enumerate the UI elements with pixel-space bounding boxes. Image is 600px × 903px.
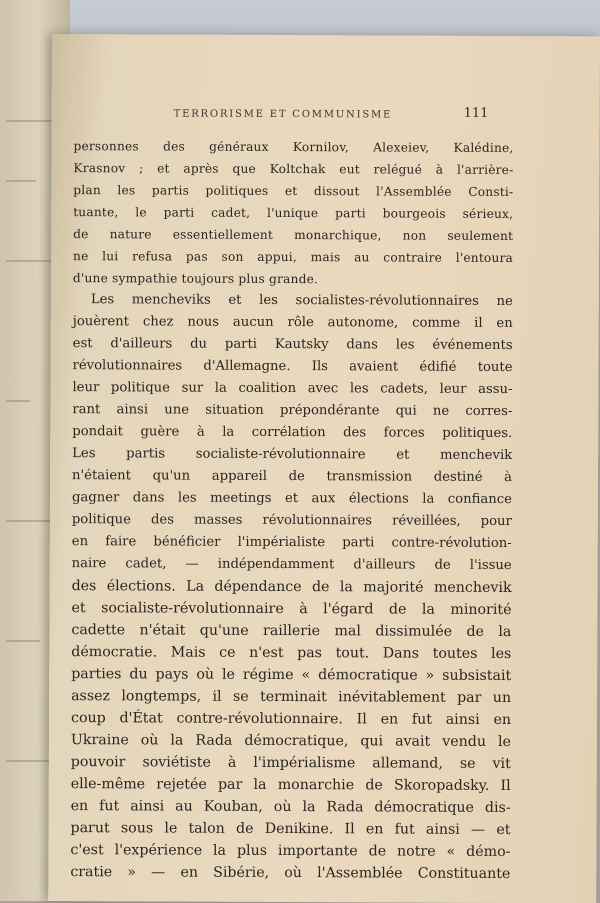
text-line: cratie » — en Sibérie, où l'Assemblée Constituante — [70, 864, 511, 883]
text-line: de nature essentiellement monarchique, non seulement — [73, 227, 514, 244]
text-line: tuante, le parti cadet, l'unique parti bourgeois sérieux, — [73, 205, 514, 222]
text-line: pondait guère à la corrélation des forces politiques. — [72, 424, 513, 442]
text-line: personnes des généraux Kornilov, Alexeiev, Kalédine, — [73, 139, 514, 156]
text-line: n'étaient qu'un appareil de transmission destiné à — [72, 468, 513, 486]
text-line: Les mencheviks et les socialistes-révolutionnaires ne — [90, 292, 513, 310]
faded-text-line — [6, 520, 52, 522]
text-line: et socialiste-révolutionnaire à l'égard de la minorité — [71, 600, 512, 619]
text-line: en faire bénéficier l'impérialiste parti contre-révolution- — [71, 534, 512, 552]
page-number: 111 — [463, 105, 489, 121]
text-line: ne lui refusa pas son appui, mais au contraire l'entoura — [73, 249, 514, 266]
text-line: c'est l'expérience la plus importante de notre « démo- — [70, 842, 511, 861]
text-line: gagner dans les meetings et aux élections la confiance — [71, 490, 513, 508]
book-page — [48, 34, 600, 903]
text-line: leur politique sur la coalition avec les cadets, leur assu- — [72, 380, 513, 398]
faded-text-line — [6, 640, 40, 642]
text-line: Les partis socialiste-révolutionnaire et menchevik — [72, 446, 513, 464]
text-line: assez longtemps, il se terminait inévitablement par un — [71, 688, 512, 707]
body-text — [70, 135, 513, 885]
text-line: Krasnov ; et après que Koltchak eut relégué à l'arrière- — [73, 161, 514, 178]
text-line: parut sous le talon de Denikine. Il en fut ainsi — et — [70, 820, 511, 839]
text-line: des élections. La dépendance de la majorité menchevik — [71, 578, 512, 597]
text-line: pouvoir soviétiste à l'impérialisme allemand, se vit — [70, 754, 511, 773]
text-line: Ukraine où la Rada démocratique, qui avait vendu le — [70, 732, 511, 751]
text-line: est d'ailleurs du parti Kautsky dans les événements — [72, 336, 513, 354]
text-line: rant ainsi une situation prépondérante qui ne corres- — [72, 402, 513, 420]
text-line: cadette n'était qu'une raillerie mal dissimulée de la — [71, 622, 512, 641]
text-line: parties du pays où le régime « démocratique » subsistait — [71, 666, 512, 685]
running-title: TERRORISME ET COMMUNISME — [173, 108, 393, 121]
faded-text-line — [6, 760, 52, 762]
faded-text-line — [6, 400, 30, 402]
text-line: elle-même rejetée par la monarchie de Skoropadsky. Il — [70, 776, 511, 795]
text-line: en fut ainsi au Kouban, où la Rada démocratique dis- — [70, 798, 511, 817]
text-line: d'une sympathie toujours plus grande. — [72, 271, 319, 287]
text-line: naire cadet, — indépendamment d'ailleurs de l'issue — [71, 556, 512, 574]
faded-text-line — [6, 120, 52, 122]
text-line: politique des masses révolutionnaires réveillées, pour — [71, 512, 512, 530]
faded-text-line — [6, 180, 36, 182]
text-line: plan les partis politiques et dissout l'Assemblée Consti- — [73, 183, 514, 200]
text-line: révolutionnaires d'Allemagne. Ils avaient édifié toute — [72, 358, 513, 376]
text-line: jouèrent chez nous aucun rôle autonome, comme il en — [72, 314, 513, 332]
text-line: coup d'État contre-révolutionnaire. Il en fut ainsi en — [70, 710, 512, 729]
faded-text-line — [6, 260, 52, 262]
text-line: démocratie. Mais ce n'est pas tout. Dans toutes les — [71, 644, 512, 663]
